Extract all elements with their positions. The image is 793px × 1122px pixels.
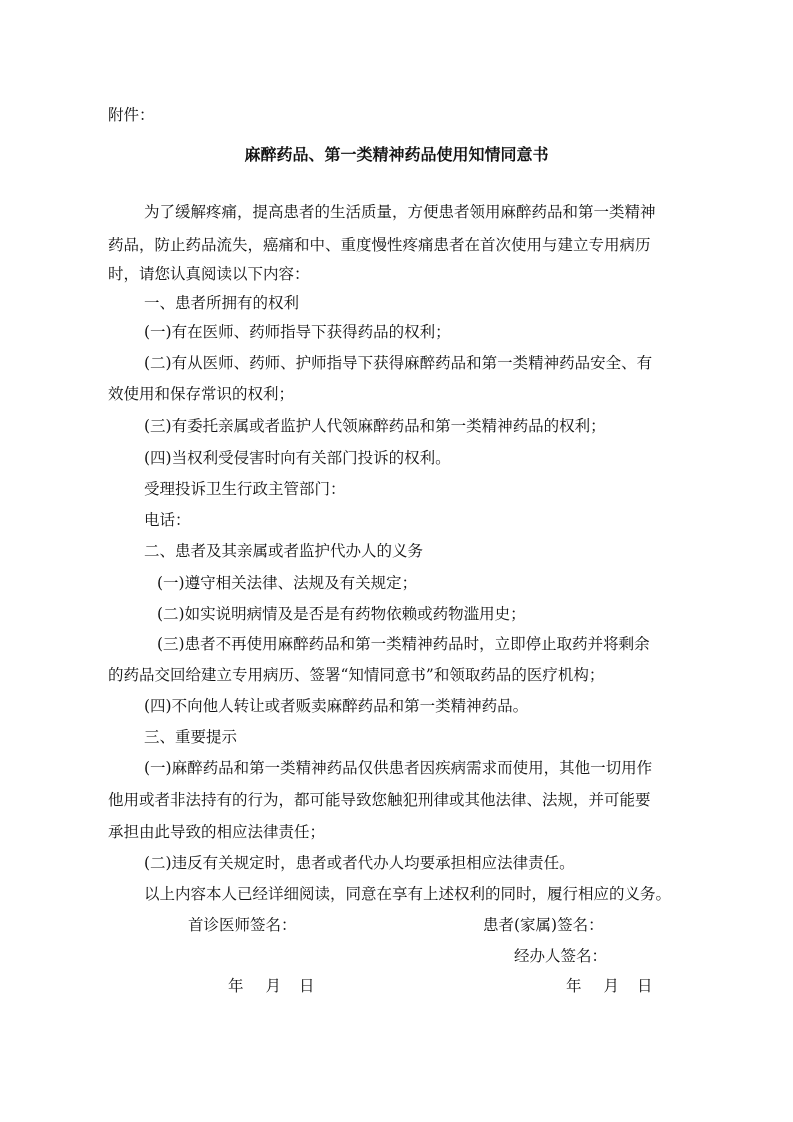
document-title: 麻醉药品、第一类精神药品使用知情同意书 (244, 144, 549, 164)
patient-date (566, 976, 653, 996)
section1-item-3: (三)有委托亲属或者监护人代领麻醉药品和第一类精神药品的权利； (144, 417, 606, 435)
section3-item-2: (二)违反有关规定时，患者或者代办人均要承担相应法律责任。 (144, 854, 575, 872)
year-label: 年 (566, 977, 582, 995)
day-label: 日 (637, 977, 653, 995)
section2-item-3-cont: 的药品交回给建立专用病历、签署“知情同意书”和领取药品的医疗机构； (108, 666, 605, 684)
section2-item-2: (二)如实说明病情及是否是有药物依赖或药物滥用史； (157, 605, 526, 623)
doctor-signature-label: 首诊医师签名： (188, 916, 297, 934)
section2-item-4: (四)不向他人转让或者贩卖麻醉药品和第一类精神药品。 (144, 697, 529, 715)
section3-item-1: (一)麻醉药品和第一类精神药品仅供患者因疾病需求而使用，其他一切用作 (144, 759, 653, 777)
month-label: 月 (603, 977, 620, 995)
section2-item-1: (一)遵守相关法律、法规及有关规定； (157, 574, 418, 592)
section3-item-1-cont-2: 承担由此导致的相应法律责任； (108, 823, 326, 841)
day-label: 日 (299, 977, 315, 995)
section2-item-3: (三)患者不再使用麻醉药品和第一类精神药品时，立即停止取药并将剩余 (157, 635, 650, 653)
year-label: 年 (228, 977, 244, 995)
section1-heading: 一、患者所拥有的权利 (144, 294, 300, 312)
phone-label: 电话： (144, 511, 191, 529)
month-label: 月 (265, 977, 282, 995)
consent-statement: 以上内容本人已经详细阅读，同意在享有上述权利的同时，履行相应的义务。 (144, 885, 672, 903)
complaint-dept-label: 受理投诉卫生行政主管部门： (144, 480, 346, 498)
intro-line-2: 药品，防止药品流失，癌痛和中、重度慢性疼痛患者在首次使用与建立专用病历 (108, 236, 651, 254)
section1-item-2-cont: 效使用和保存常识的权利； (108, 385, 295, 403)
section1-item-2: (二)有从医师、药师、护师指导下获得麻醉药品和第一类精神药品安全、有 (144, 354, 653, 372)
section1-item-1: (一)有在医师、药师指导下获得药品的权利； (144, 323, 451, 341)
section3-item-1-cont: 他用或者非法持有的行为，都可能导致您触犯刑律或其他法律、法规，并可能要 (108, 791, 651, 809)
section2-heading: 二、患者及其亲属或者监护代办人的义务 (144, 542, 424, 560)
doctor-date (228, 976, 315, 996)
patient-signature-label: 患者(家属)签名： (483, 916, 604, 934)
intro-line-1: 为了缓解疼痛，提高患者的生活质量，方便患者领用麻醉药品和第一类精神 (144, 203, 656, 221)
attachment-label: 附件： (108, 106, 155, 124)
section3-heading: 三、重要提示 (144, 728, 238, 746)
section1-item-4: (四)当权利受侵害时向有关部门投诉的权利。 (144, 449, 451, 467)
intro-line-3: 时，请您认真阅读以下内容： (108, 265, 310, 283)
agent-signature-label: 经办人签名： (514, 947, 608, 965)
